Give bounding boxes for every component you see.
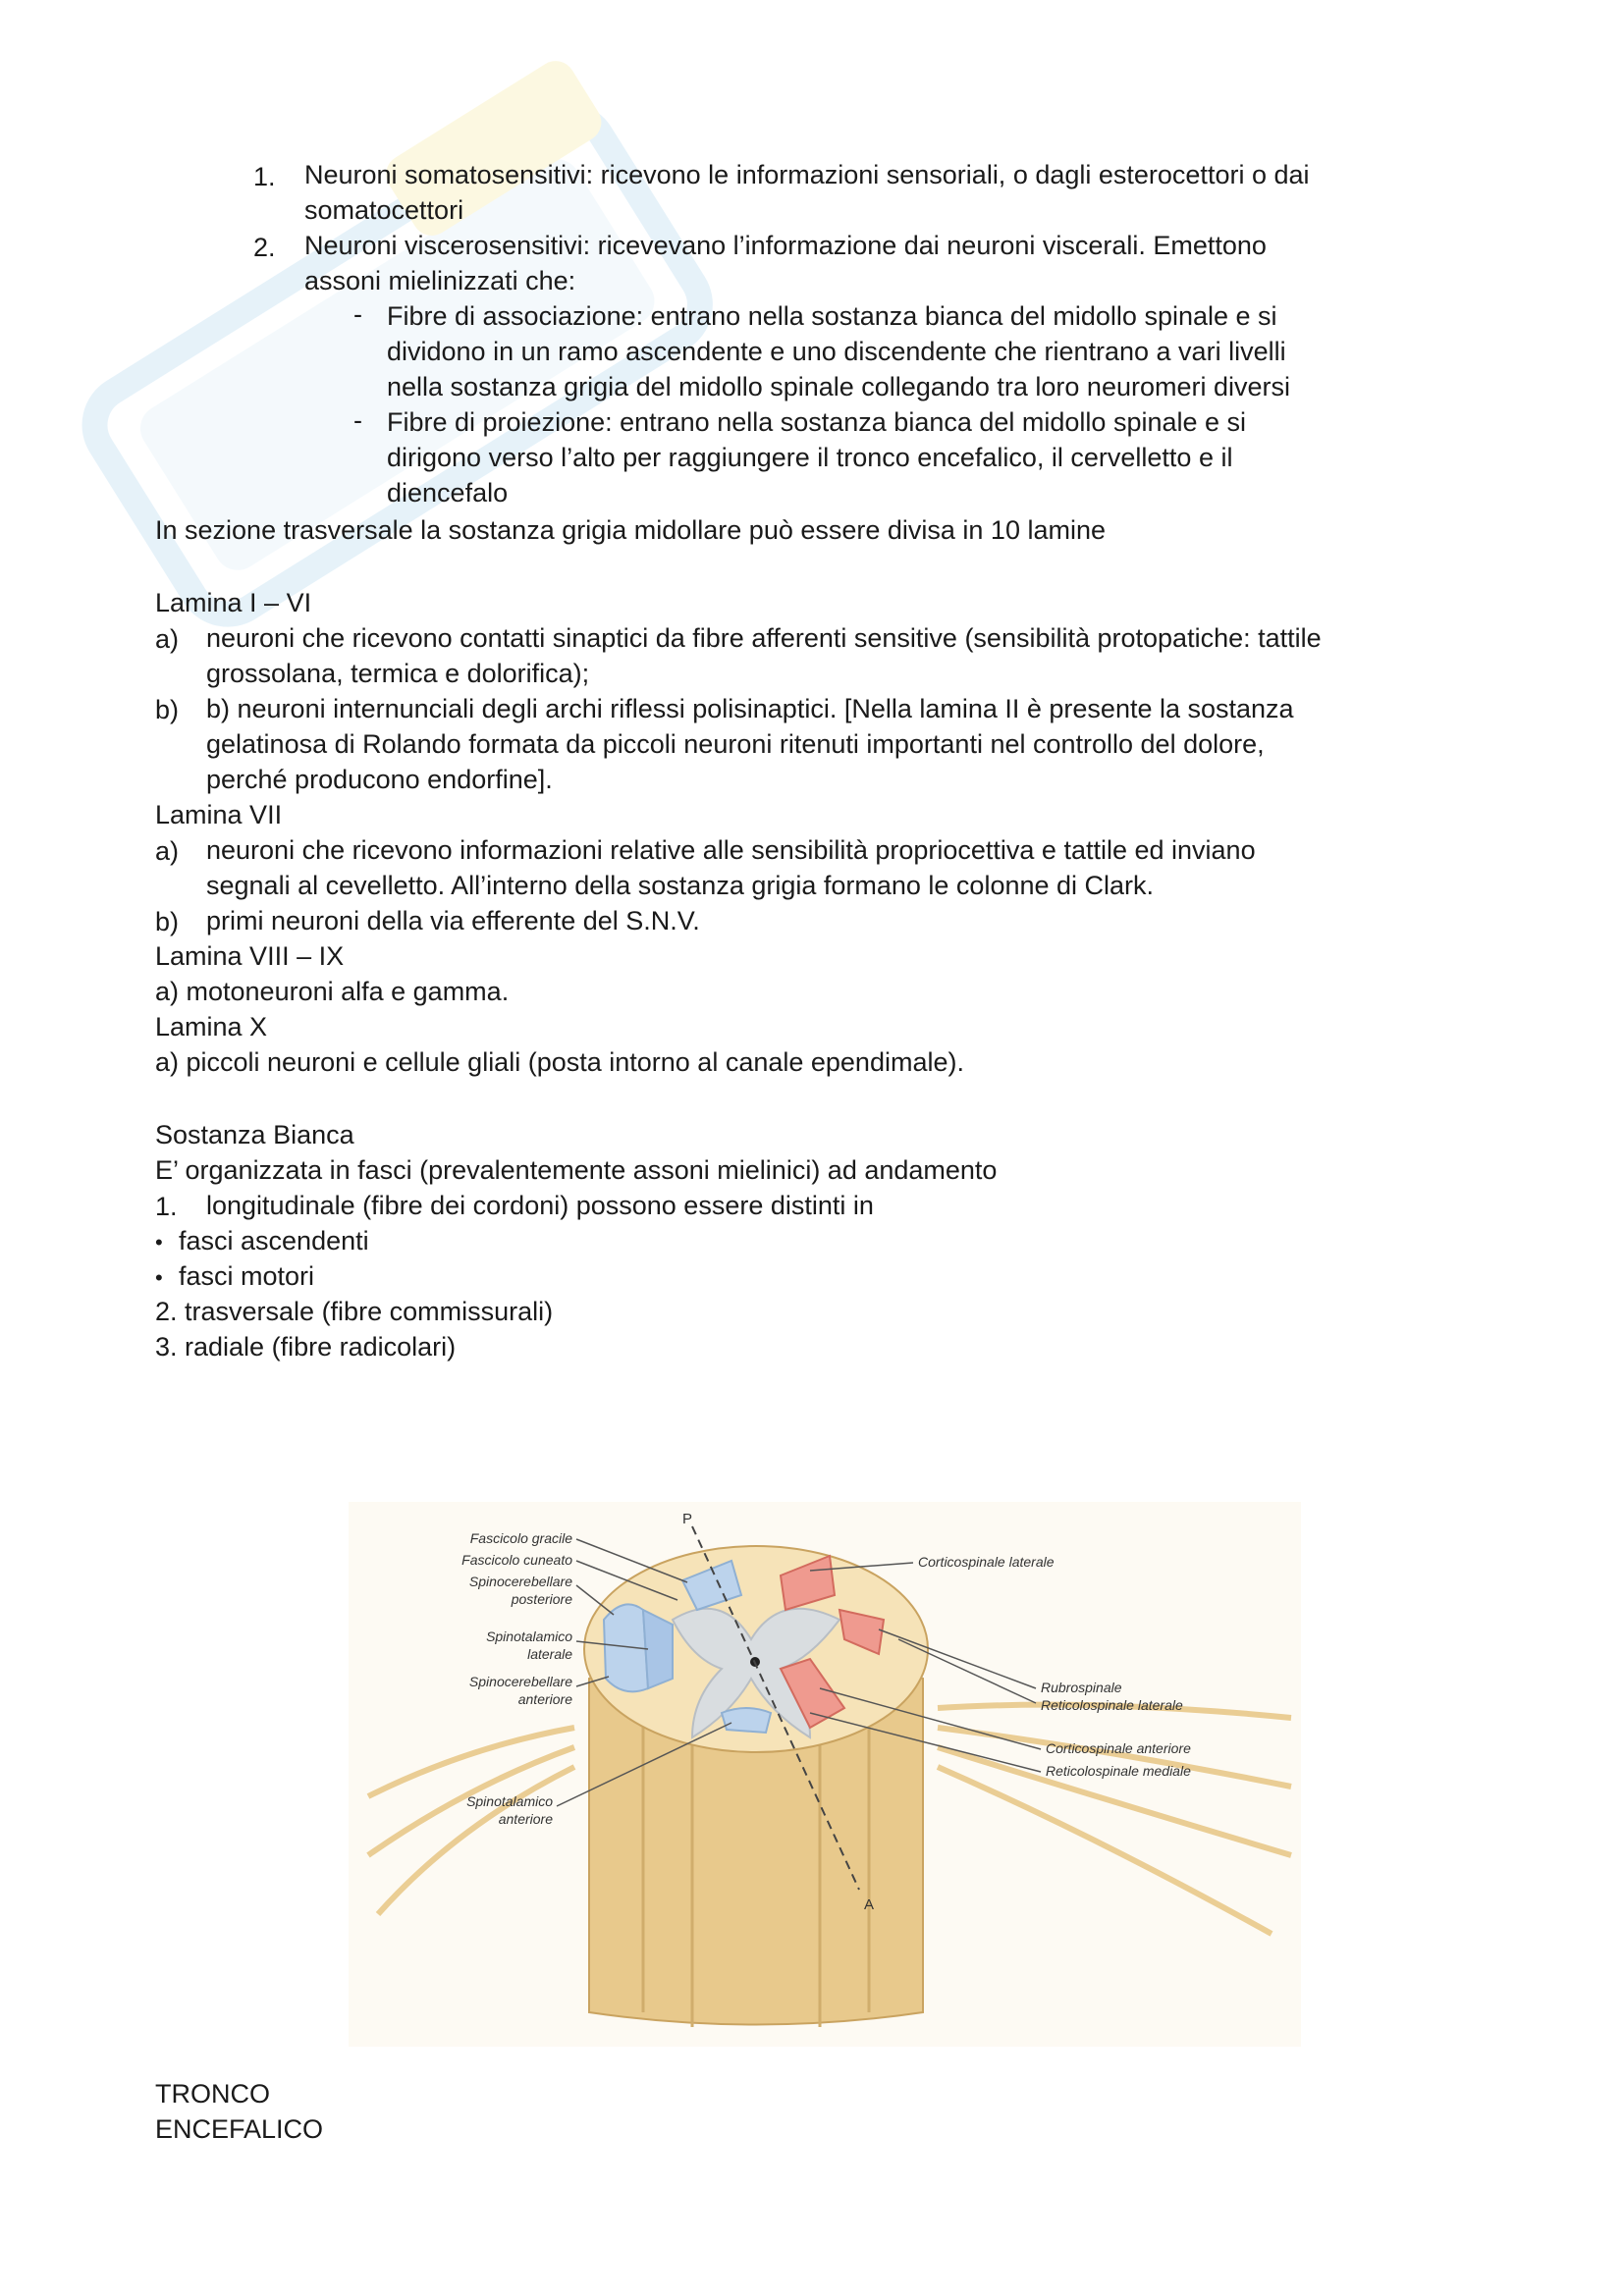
list-number: 1.: [155, 1192, 178, 1221]
sub-bullet: -: [353, 405, 362, 435]
list-label: a): [155, 836, 180, 866]
bullet-item-text: fasci motori: [179, 1261, 315, 1291]
label-spinotalamico-anteriore-2: anteriore: [498, 1811, 553, 1827]
label-spinocerebellare-posteriore-2: posteriore: [511, 1591, 572, 1607]
list-item-text: segnali al cevelletto. All’interno della sostanza grigia formano le colonne di Clark.: [206, 871, 1155, 900]
label-spinotalamico-laterale: Spinotalamico: [486, 1629, 572, 1644]
section-heading: Sostanza Bianca: [155, 1120, 354, 1149]
sub-item-text: dirigono verso l’alto per raggiungere il tronco encefalico, il cervelletto e il: [387, 443, 1233, 472]
list-item-text: Neuroni viscerosensitivi: ricevevano l’informazione dai neuroni viscerali. Emettono: [304, 231, 1267, 260]
label-spinocerebellare-anteriore: Spinocerebellare: [468, 1674, 572, 1689]
label-spinotalamico-anteriore: Spinotalamico: [466, 1793, 553, 1809]
list-item-text: primi neuroni della via efferente del S.N.V.: [206, 906, 700, 935]
label-rubrospinale: Rubrospinale: [1041, 1680, 1122, 1695]
spinal-cord-diagram: [349, 1502, 1301, 2047]
label-fascicolo-cuneato: Fascicolo cuneato: [461, 1552, 572, 1568]
list-label: b): [155, 907, 180, 936]
list-label: b): [155, 695, 180, 724]
label-spinotalamico-laterale-2: laterale: [527, 1646, 572, 1662]
lamina-heading: Lamina I – VI: [155, 588, 312, 617]
list-item-text: assoni mielinizzati che:: [304, 266, 576, 295]
bullet-icon: •: [155, 1230, 163, 1255]
label-reticolospinale-mediale: Reticolospinale mediale: [1046, 1763, 1191, 1779]
lamina-heading: Lamina VIII – IX: [155, 941, 345, 971]
list-item-text: gelatinosa di Rolando formata da piccoli neuroni ritenuti importanti nel controllo del dolore,: [206, 729, 1265, 759]
sub-item-text: dividono in un ramo ascendente e uno discendente che rientrano a vari livelli: [387, 337, 1286, 366]
sub-item-text: diencefalo: [387, 478, 509, 507]
axis-label-p: P: [682, 1511, 693, 1527]
list-item-text: perché producono endorfine].: [206, 765, 553, 794]
list-item-text: somatocettori: [304, 195, 464, 225]
sub-item-text: nella sostanza grigia del midollo spinale collegando tra loro neuromeri diversi: [387, 372, 1291, 401]
label-corticospinale-laterale: Corticospinale laterale: [918, 1554, 1055, 1570]
sub-item-text: Fibre di associazione: entrano nella sostanza bianca del midollo spinale e si: [387, 301, 1277, 331]
list-number: 1.: [253, 162, 276, 191]
list-item-text: 2. trasversale (fibre commissurali): [155, 1297, 554, 1326]
list-item-text: grossolana, termica e dolorifica);: [206, 659, 590, 688]
label-corticospinale-anteriore: Corticospinale anteriore: [1046, 1740, 1191, 1756]
label-fascicolo-gracile: Fascicolo gracile: [469, 1530, 572, 1546]
sub-item-text: Fibre di proiezione: entrano nella sostanza bianca del midollo spinale e si: [387, 407, 1247, 437]
list-item-text: Neuroni somatosensitivi: ricevono le informazioni sensoriali, o dagli esterocettori o dai: [304, 160, 1310, 189]
label-spinocerebellare-anteriore-2: anteriore: [517, 1691, 572, 1707]
axis-label-a: A: [864, 1896, 875, 1913]
section-heading-encefalico: ENCEFALICO: [155, 2114, 324, 2144]
paragraph: E’ organizzata in fasci (prevalentemente assoni mielinici) ad andamento: [155, 1155, 998, 1185]
list-item-text: longitudinale (fibre dei cordoni) possono essere distinti in: [206, 1191, 874, 1220]
sub-bullet: -: [353, 299, 362, 329]
list-item-text: neuroni che ricevono contatti sinaptici da fibre afferenti sensitive (sensibilità protopatiche: tattile: [206, 623, 1322, 653]
list-item-text: neuroni che ricevono informazioni relative alle sensibilità propriocettiva e tattile ed inviano: [206, 835, 1256, 865]
section-heading-tronco: TRONCO: [155, 2079, 270, 2109]
list-item-text: a) motoneuroni alfa e gamma.: [155, 977, 510, 1006]
label-spinocerebellare-posteriore: Spinocerebellare: [468, 1574, 572, 1589]
intro-paragraph: In sezione trasversale la sostanza grigia midollare può essere divisa in 10 lamine: [155, 515, 1107, 545]
bullet-item-text: fasci ascendenti: [179, 1226, 369, 1255]
lamina-heading: Lamina VII: [155, 800, 283, 829]
list-item-text: 3. radiale (fibre radicolari): [155, 1332, 457, 1362]
list-label: a): [155, 624, 180, 654]
list-item-text: a) piccoli neuroni e cellule gliali (posta intorno al canale ependimale).: [155, 1047, 964, 1077]
lamina-heading: Lamina X: [155, 1012, 268, 1041]
list-number: 2.: [253, 233, 276, 262]
label-reticolospinale-laterale: Reticolospinale laterale: [1041, 1697, 1183, 1713]
bullet-icon: •: [155, 1265, 163, 1290]
list-item-text: b) neuroni internunciali degli archi riflessi polisinaptici. [Nella lamina II è presente la sostanza: [206, 694, 1294, 723]
